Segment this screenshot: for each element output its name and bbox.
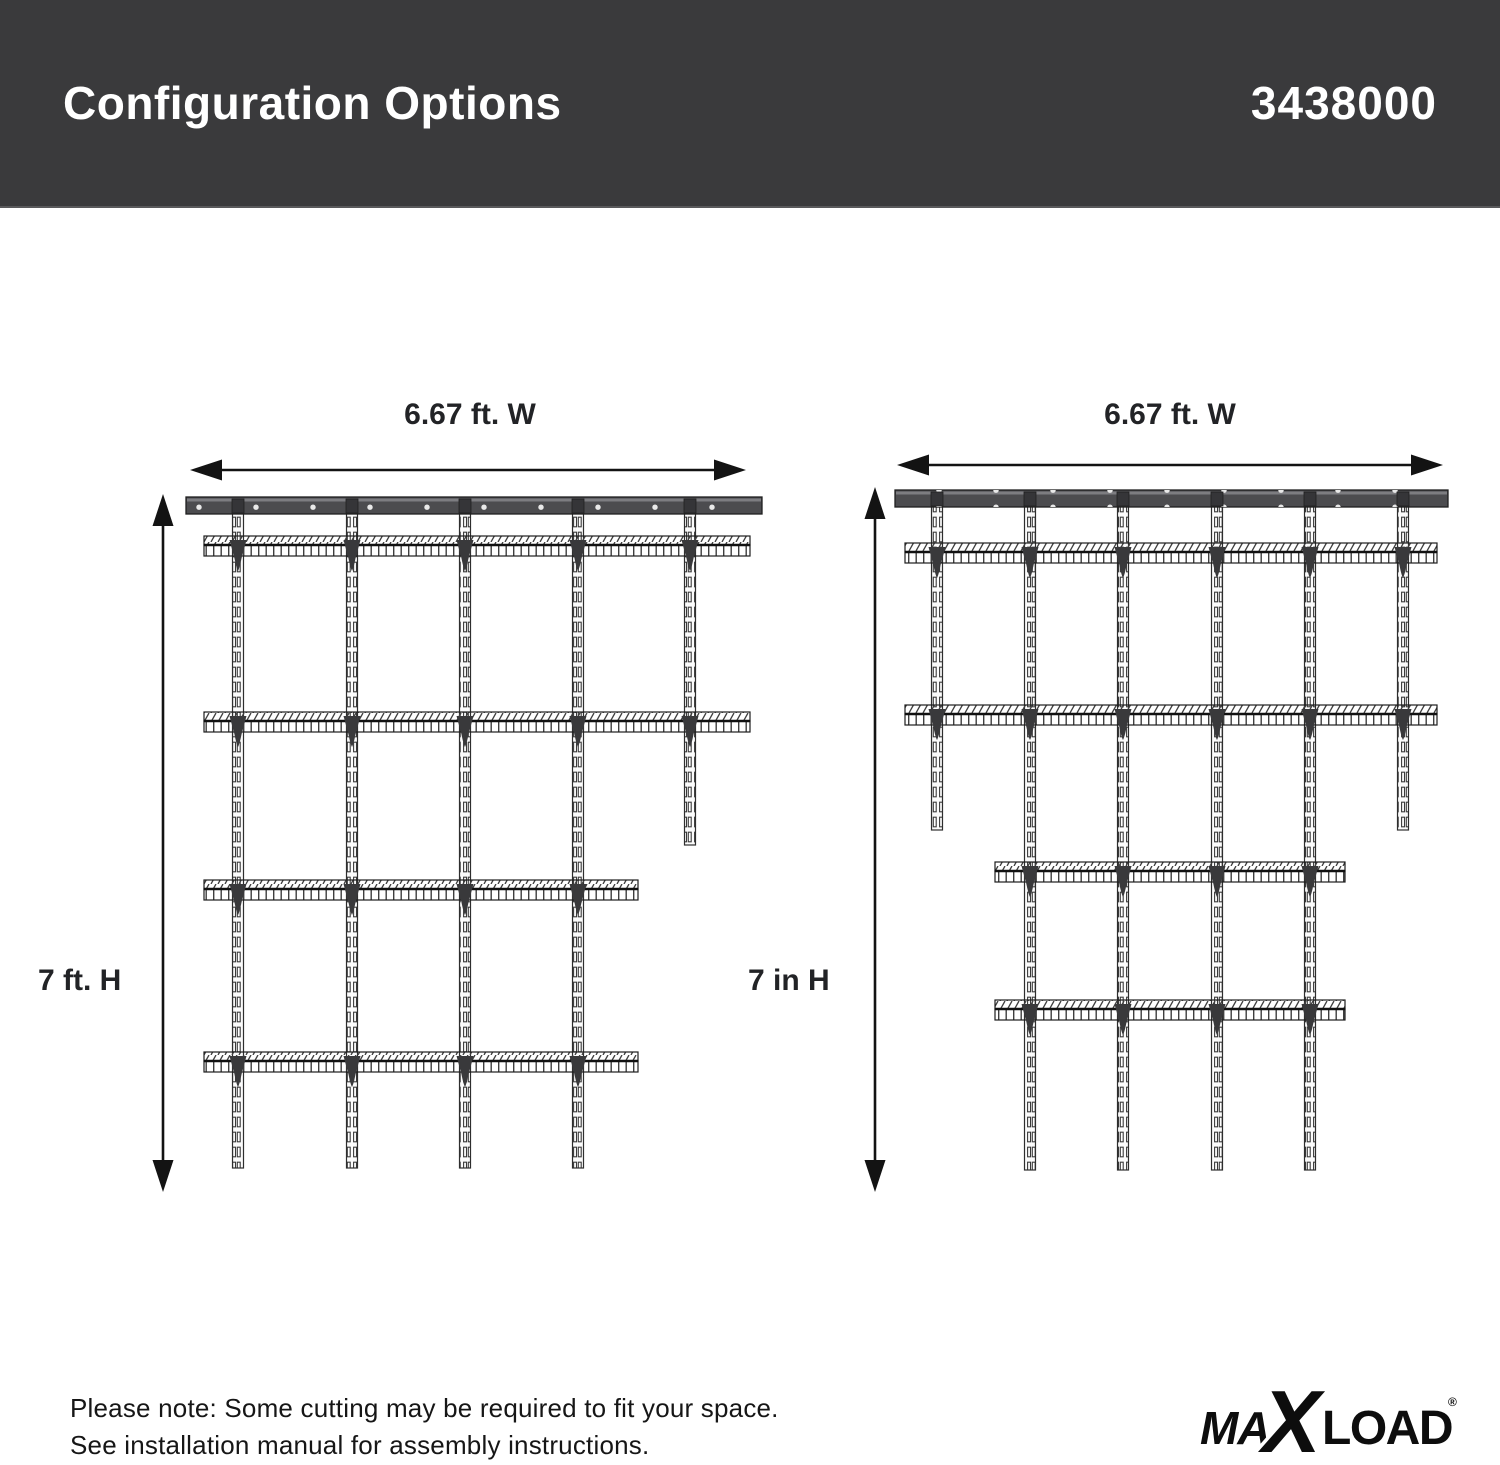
logo-text-ma: MA xyxy=(1200,1402,1270,1454)
standard xyxy=(1025,503,1036,1170)
registered-trademark-symbol: ® xyxy=(1448,1395,1457,1409)
left-width-arrow xyxy=(190,460,746,481)
left-shelf-1 xyxy=(204,536,750,571)
logo-big-x: X xyxy=(1262,1388,1321,1465)
right-height-arrow xyxy=(865,487,886,1192)
right-shelf-2 xyxy=(905,705,1437,740)
right-width-dimension-label: 6.67 ft. W xyxy=(1104,398,1236,431)
model-number: 3438000 xyxy=(1250,77,1437,129)
right-shelf-1 xyxy=(905,543,1437,578)
maxload-logo xyxy=(1200,1388,1462,1465)
page-title: Configuration Options xyxy=(63,77,562,129)
left-shelf-2 xyxy=(204,712,750,747)
right-shelf-4 xyxy=(995,1000,1345,1035)
logo-text-load: LOAD xyxy=(1322,1402,1452,1455)
header-bar xyxy=(0,0,1500,208)
left-hang-track xyxy=(186,497,762,514)
left-width-dimension-label: 6.67 ft. W xyxy=(404,398,536,431)
left-height-arrow xyxy=(153,494,174,1192)
standard xyxy=(1305,503,1316,1170)
right-hang-track xyxy=(895,490,1448,507)
left-config-diagram xyxy=(0,380,800,1210)
left-height-dimension-label: 7 ft. H xyxy=(38,964,122,997)
right-standards xyxy=(932,503,1409,1170)
note-line-2: See installation manual for assembly instructions. xyxy=(70,1430,650,1460)
right-config-diagram xyxy=(740,380,1500,1210)
footer-note xyxy=(70,1390,779,1464)
standard xyxy=(1118,503,1129,1170)
right-width-arrow xyxy=(897,455,1443,476)
note-line-1: Please note: Some cutting may be required to fit your space. xyxy=(70,1393,779,1423)
right-height-dimension-label: 7 in H xyxy=(748,964,830,997)
standard xyxy=(1212,503,1223,1170)
right-shelf-3 xyxy=(995,862,1345,897)
